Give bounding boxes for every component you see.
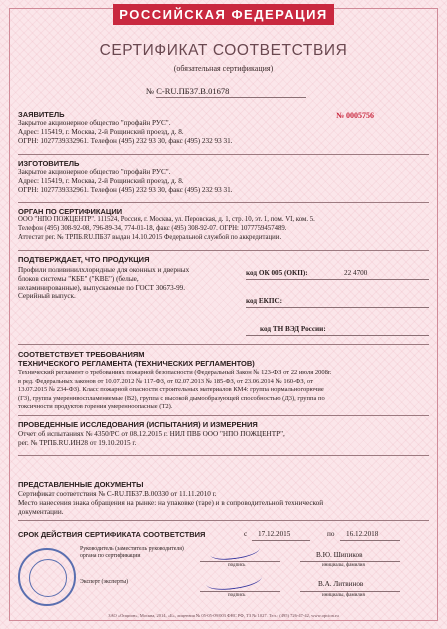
divider bbox=[18, 250, 429, 251]
compliance-subheading: ТЕХНИЧЕСКОГО РЕГЛАМЕНТА (ТЕХНИЧЕСКИХ РЕГЛАМЕНТОВ) bbox=[18, 359, 255, 368]
compliance-block bbox=[18, 369, 331, 412]
product-block bbox=[18, 266, 189, 301]
product-line: блоков системы "КБЕ" ("KBE") (белые, bbox=[18, 274, 139, 283]
validity-from-date: 17.12.2015 bbox=[258, 530, 291, 538]
manufacturer-line: Адрес: 115419, г. Москва, 2-й Рощинский проезд, д. 8. bbox=[18, 176, 184, 185]
to-underline bbox=[340, 540, 400, 541]
documents-line: Место нанесения знака обращения на рынке: на упаковке (таре) и в сопроводительной технической bbox=[18, 498, 324, 507]
from-underline bbox=[252, 540, 310, 541]
manufacturer-line: Закрытое акционерное общество "профайн РУС". bbox=[18, 168, 171, 176]
validity-to-date: 16.12.2018 bbox=[346, 530, 379, 538]
expert-sign-caption: подпись bbox=[228, 593, 246, 598]
head-label-line: Руководитель (заместитель руководителя) bbox=[80, 546, 184, 552]
tests-line: рег. № ТРПБ.RU.ИН28 от 19.10.2015 г. bbox=[18, 438, 137, 447]
manufacturer-line: ОГРН: 1027739332961. Телефон (495) 232 93 30, факс (495) 232 93 31. bbox=[18, 185, 233, 194]
tests-block bbox=[18, 430, 285, 448]
cert-body-line: ООО "НПО ПОЖЦЕНТР". 111524, Россия, г. Москва, ул. Перовская, д. 1, стр. 10, эт. 1, пом. VI, ком. 5. bbox=[18, 216, 315, 223]
tnved-label: код ТН ВЭД России: bbox=[260, 325, 326, 333]
head-label-line: органа по сертификации bbox=[80, 553, 141, 559]
documents-heading: ПРЕДСТАВЛЕННЫЕ ДОКУМЕНТЫ bbox=[18, 480, 144, 489]
divider bbox=[18, 344, 429, 345]
manufacturer-heading: ИЗГОТОВИТЕЛЬ bbox=[18, 159, 80, 168]
applicant-block bbox=[18, 119, 232, 145]
tnved-underline bbox=[246, 335, 429, 336]
tests-line: Отчет об испытаниях № 4350/РС от 08.12.2015 г. НИЛ ПВБ ООО "НПО ПОЖЦЕНТР", bbox=[18, 430, 285, 438]
divider bbox=[18, 202, 429, 203]
printer-footer: ЗАО «Опцион», Москва, 2014, «Б», лицензия № 05-05-09/003 ФНС РФ, ТЗ № 1027. Тел.: (495) 726-47-42, www.opcion.ru bbox=[108, 613, 339, 618]
certificate-subtitle: (обязательная сертификация) bbox=[173, 64, 274, 73]
applicant-heading: ЗАЯВИТЕЛЬ bbox=[18, 110, 65, 119]
documents-block bbox=[18, 490, 323, 516]
compliance-line: токсичности продуктов горения умеренноопасные (Т2). bbox=[18, 403, 173, 411]
documents-line: документации. bbox=[18, 507, 64, 516]
certificate-title: СЕРТИФИКАТ СООТВЕТСТВИЯ bbox=[99, 42, 348, 59]
compliance-line: Технический регламент о требованиях пожарной безопасности (Федеральный Закон № 123-ФЗ от 22 июля 2008г. bbox=[18, 369, 332, 376]
product-line: неламинированные), выпускаемые по ГОСТ 30673-99. bbox=[18, 283, 186, 292]
official-seal-icon bbox=[18, 548, 76, 606]
country-banner: РОССИЙСКАЯ ФЕДЕРАЦИЯ bbox=[113, 4, 334, 25]
certificate-number: № C-RU.ПБ37.В.01678 bbox=[146, 86, 230, 96]
cert-body-line: Аттестат рег. № ТРПБ.RU.ПБ37 выдан 14.10.2015 Федеральной службой по аккредитации. bbox=[18, 233, 282, 241]
product-line: Профили поливинилхлоридные для оконных и дверных bbox=[18, 266, 190, 274]
divider bbox=[18, 415, 429, 416]
head-sign-caption: подпись bbox=[228, 563, 246, 568]
cert-body-heading: ОРГАН ПО СЕРТИФИКАЦИИ bbox=[18, 207, 123, 216]
manufacturer-block bbox=[18, 168, 232, 194]
cert-body-block bbox=[18, 216, 315, 242]
validity-to-prefix: по bbox=[327, 530, 335, 538]
compliance-line: 13.07.2015 № 234-ФЗ). Класс пожарной опасности строительных материалов КМ4: группа нормальногорючие bbox=[18, 386, 324, 394]
applicant-line: Закрытое акционерное общество "профайн РУС". bbox=[18, 119, 171, 127]
serial-number: № 0005756 bbox=[336, 111, 375, 120]
compliance-heading: СООТВЕТСТВУЕТ ТРЕБОВАНИЯМ bbox=[18, 350, 145, 359]
expert-label: Эксперт (эксперты) bbox=[80, 579, 129, 585]
head-signature-label bbox=[80, 546, 184, 560]
head-name-caption: инициалы, фамилия bbox=[322, 563, 365, 568]
divider bbox=[18, 520, 429, 521]
product-line: Серийный выпуск. bbox=[18, 292, 76, 301]
applicant-line: Адрес: 115419, г. Москва, 2-й Рощинский проезд, д. 8. bbox=[18, 127, 184, 136]
tests-heading: ПРОВЕДЕННЫЕ ИССЛЕДОВАНИЯ (ИСПЫТАНИЯ) И ИЗМЕРЕНИЯ bbox=[18, 420, 258, 429]
documents-line: Сертификат соответствия № C-RU.ПБ37.В.00330 от 11.11.2010 г. bbox=[18, 490, 217, 498]
expert-name-caption: инициалы, фамилия bbox=[322, 593, 365, 598]
head-name: В.Ю. Шипиков bbox=[316, 551, 363, 559]
okp-value: 22 4700 bbox=[344, 269, 368, 277]
okp-underline bbox=[246, 279, 429, 280]
divider bbox=[18, 154, 429, 155]
product-heading: ПОДТВЕРЖДАЕТ, ЧТО ПРОДУКЦИЯ bbox=[18, 255, 150, 264]
applicant-line: ОГРН: 1027739332961. Телефон (495) 232 93 30, факс (495) 232 93 31. bbox=[18, 136, 233, 145]
ekps-label: код ЕКПС: bbox=[246, 297, 283, 305]
compliance-line: в ред. Федеральных законов от 10.07.2012 № 117-ФЗ, от 02.07.2013 № 185-ФЗ, от 23.06.2014 № 160-ФЗ, от bbox=[18, 377, 313, 385]
divider bbox=[18, 455, 429, 456]
validity-from-prefix: с bbox=[244, 530, 248, 538]
validity-label: СРОК ДЕЙСТВИЯ СЕРТИФИКАТА СООТВЕТСТВИЯ bbox=[18, 530, 206, 539]
cert-body-line: Телефон (495) 308-92-08, 796-89-34, 774-01-18, факс (495) 308-92-07. ОГРН: 1077759457489. bbox=[18, 224, 287, 232]
compliance-line: (Г3), группа умереннвоспламеняемые (В2), группа с высокой дымообразующей способностью (Д3), группа по bbox=[18, 394, 325, 402]
expert-name: В.А. Литвинов bbox=[318, 580, 364, 588]
number-underline bbox=[156, 97, 306, 98]
ekps-underline bbox=[246, 307, 429, 308]
okp-label: код ОК 005 (ОКП): bbox=[246, 269, 308, 277]
